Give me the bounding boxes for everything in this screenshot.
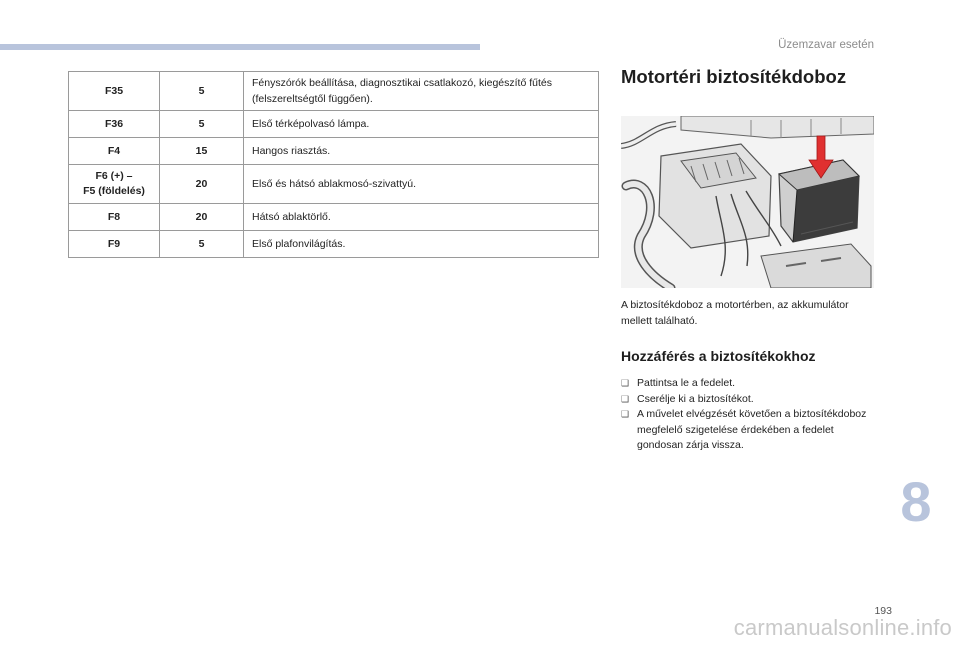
amperage-cell: 5 [160, 111, 244, 138]
subsection-title: Hozzáférés a biztosítékokhoz [621, 348, 816, 364]
square-bullet-icon: ❑ [621, 378, 630, 388]
table-row [69, 204, 599, 231]
fuse-cell: F4 [69, 138, 160, 165]
fuse-cell: F9 [69, 231, 160, 258]
amperage-cell: 20 [160, 165, 244, 204]
list-item [621, 392, 881, 408]
table-row [69, 165, 599, 204]
list-item [621, 407, 881, 454]
page-title: Motortéri biztosítékdoboz [621, 66, 847, 87]
fuse-cell [69, 165, 160, 204]
table-row [69, 72, 599, 111]
fuse-label-line-2: F5 (földelés) [83, 185, 145, 197]
function-cell: Első plafonvilágítás. [244, 231, 599, 258]
function-cell: Fényszórók beállítása, diagnosztikai csatlakozó, kiegészítő fűtés (felszereltségtől függően). [244, 72, 599, 111]
chapter-tab [872, 460, 960, 542]
square-bullet-icon: ❑ [621, 393, 630, 404]
square-bullet-icon: ❑ [621, 409, 630, 419]
table-row [69, 138, 599, 165]
steps-list [621, 376, 881, 454]
engine-bay-drawing [621, 116, 874, 288]
function-cell: Első térképolvasó lámpa. [244, 111, 599, 138]
function-cell: Első és hátsó ablakmosó-szivattyú. [244, 165, 599, 204]
section-title: Üzemzavar esetén [778, 39, 874, 51]
fuse-cell: F8 [69, 204, 160, 231]
amperage-cell: 5 [160, 231, 244, 258]
fuse-label-line-1: F6 (+) – [95, 170, 133, 182]
function-cell: Hátsó ablaktörlő. [244, 204, 599, 231]
fuse-cell: F35 [69, 72, 160, 111]
amperage-cell: 20 [160, 204, 244, 231]
step-text: Pattintsa le a fedelet. [637, 377, 736, 389]
function-cell: Hangos riasztás. [244, 138, 599, 165]
engine-fusebox-illustration [621, 116, 874, 288]
list-item [621, 376, 881, 392]
table-row [69, 111, 599, 138]
table-row [69, 231, 599, 258]
header-accent-bar [0, 44, 480, 50]
chapter-number: 8 [900, 469, 932, 533]
step-text: Cserélje ki a biztosítékot. [637, 392, 754, 405]
amperage-cell: 15 [160, 138, 244, 165]
fuse-cell: F36 [69, 111, 160, 138]
page-number: 193 [874, 605, 892, 617]
amperage-cell: 5 [160, 72, 244, 111]
watermark: carmanualsonline.info [733, 615, 952, 640]
step-text: A művelet elvégzését követően a biztosítékdoboz megfelelő szigetelése érdekében a fedelet gondosan zárja vissza. [637, 408, 867, 451]
description: A biztosítékdoboz a motortérben, az akkumulátor mellett található. [621, 299, 849, 327]
fuse-table [68, 71, 599, 258]
